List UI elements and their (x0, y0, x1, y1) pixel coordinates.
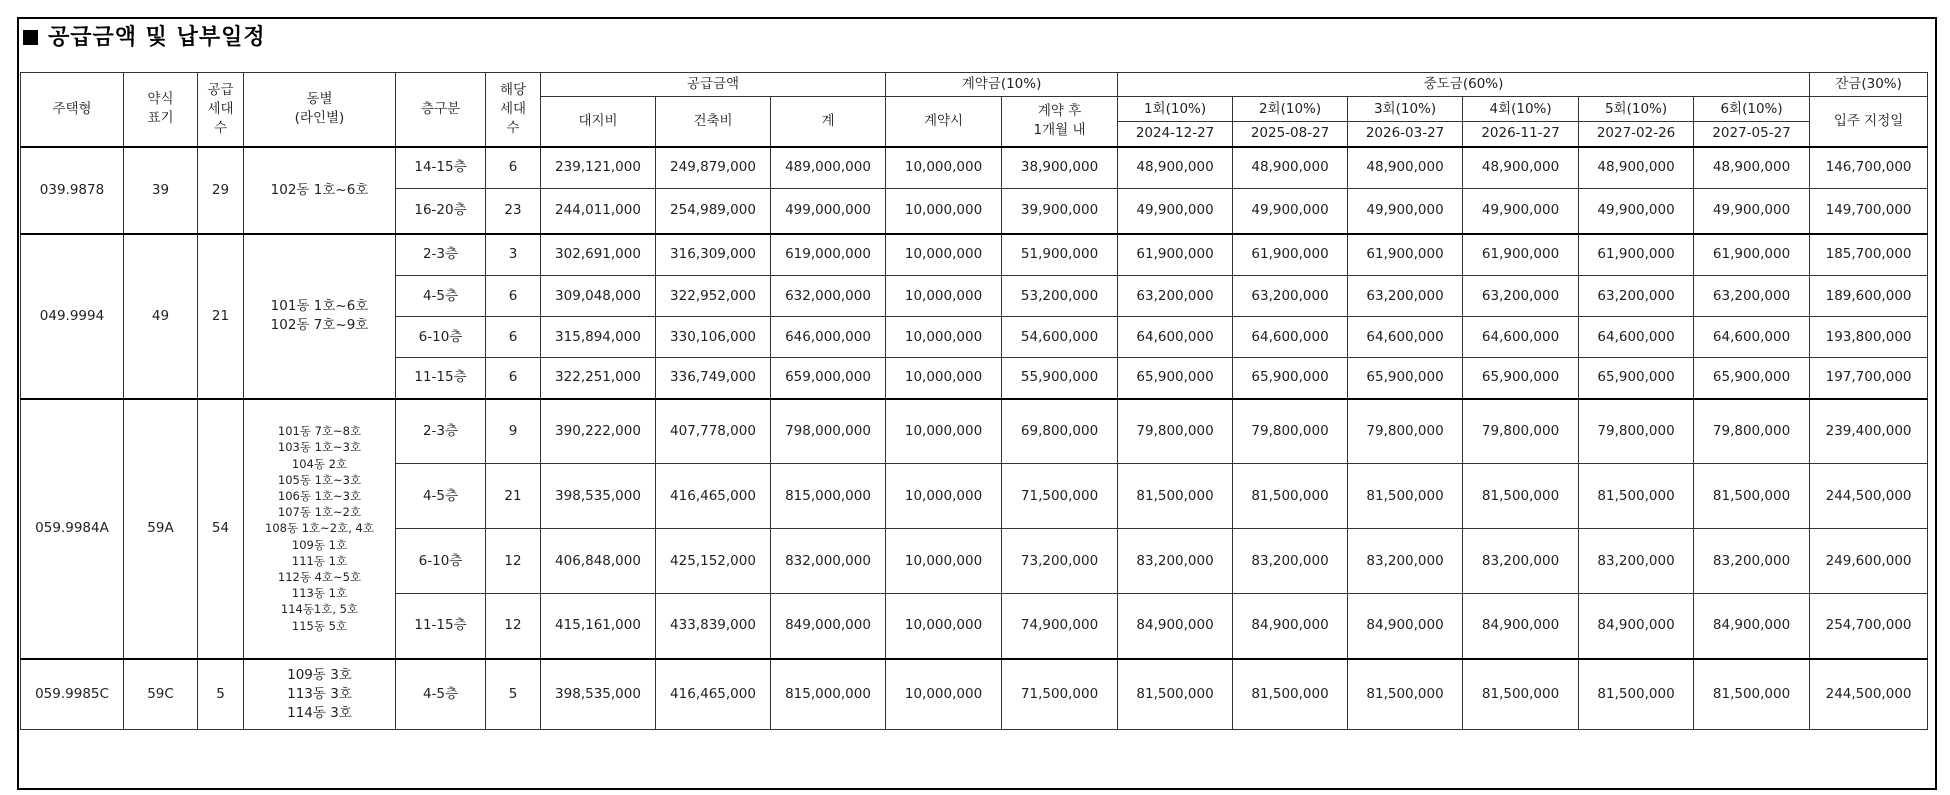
cell-land: 398,535,000 (541, 464, 656, 529)
cell-construction: 407,778,000 (656, 399, 771, 464)
cell-deposit-after: 55,900,000 (1002, 358, 1118, 399)
header-deposit-contract: 계약시 (886, 97, 1002, 147)
cell-supply-units: 5 (198, 659, 244, 730)
header-installment-label: 5회(10%) (1579, 97, 1694, 122)
cell-land: 315,894,000 (541, 317, 656, 358)
header-installment-label: 2회(10%) (1233, 97, 1348, 122)
cell-construction: 425,152,000 (656, 529, 771, 594)
header-interim: 중도금(60%) (1118, 73, 1810, 97)
cell-building-line: 103동 1호~3호 (277, 440, 362, 455)
header-abbr-line: 약식 (147, 91, 174, 108)
header-construction: 건축비 (656, 97, 771, 147)
cell-floor: 4-5층 (396, 464, 486, 529)
cell-balance: 185,700,000 (1810, 234, 1928, 276)
cell-floor: 11-15층 (396, 594, 486, 659)
cell-interim: 64,600,000 (1348, 317, 1463, 358)
cell-balance: 197,700,000 (1810, 358, 1928, 399)
cell-building-line: 101동 1호~6호 (270, 298, 369, 314)
cell-floor: 4-5층 (396, 276, 486, 317)
header-supply-units (198, 73, 244, 147)
header-building-line: 동별 (306, 91, 333, 108)
cell-deposit-contract: 10,000,000 (886, 234, 1002, 276)
cell-interim: 79,800,000 (1118, 399, 1233, 464)
cell-units: 6 (486, 358, 541, 399)
cell-construction: 249,879,000 (656, 147, 771, 189)
cell-land: 309,048,000 (541, 276, 656, 317)
cell-interim: 63,200,000 (1463, 276, 1579, 317)
cell-deposit-contract: 10,000,000 (886, 358, 1002, 399)
cell-interim: 63,200,000 (1233, 276, 1348, 317)
cell-balance: 189,600,000 (1810, 276, 1928, 317)
cell-deposit-after: 69,800,000 (1002, 399, 1118, 464)
cell-interim: 65,900,000 (1463, 358, 1579, 399)
cell-floor: 16-20층 (396, 189, 486, 234)
cell-construction: 254,989,000 (656, 189, 771, 234)
cell-construction: 433,839,000 (656, 594, 771, 659)
cell-floor: 14-15층 (396, 147, 486, 189)
cell-interim: 83,200,000 (1118, 529, 1233, 594)
cell-interim: 49,900,000 (1118, 189, 1233, 234)
cell-total: 659,000,000 (771, 358, 886, 399)
cell-deposit-contract: 10,000,000 (886, 147, 1002, 189)
cell-interim: 63,200,000 (1579, 276, 1694, 317)
cell-interim: 84,900,000 (1579, 594, 1694, 659)
cell-deposit-contract: 10,000,000 (886, 276, 1002, 317)
cell-building-line: 102동 7호~9호 (270, 317, 369, 333)
cell-construction: 336,749,000 (656, 358, 771, 399)
cell-floor: 11-15층 (396, 358, 486, 399)
cell-interim: 81,500,000 (1233, 464, 1348, 529)
cell-interim: 61,900,000 (1579, 234, 1694, 276)
cell-construction: 322,952,000 (656, 276, 771, 317)
table-row (21, 234, 1928, 276)
cell-floor: 4-5층 (396, 659, 486, 730)
cell-units: 6 (486, 317, 541, 358)
cell-deposit-after: 74,900,000 (1002, 594, 1118, 659)
header-supply-units-line: 수 (213, 119, 228, 136)
cell-land: 239,121,000 (541, 147, 656, 189)
cell-deposit-contract: 10,000,000 (886, 529, 1002, 594)
cell-interim: 63,200,000 (1694, 276, 1810, 317)
cell-building-line: 114동1호, 5호 (280, 602, 359, 617)
header-installment-label: 4회(10%) (1463, 97, 1579, 122)
cell-building-line: 108동 1호~2호, 4호 (265, 521, 374, 536)
cell-building-line: 109동 3호 (287, 666, 352, 683)
header-floor: 층구분 (396, 73, 486, 147)
cell-floor: 6-10층 (396, 529, 486, 594)
cell-building-line: 107동 1호~2호 (277, 505, 362, 520)
cell-interim: 64,600,000 (1694, 317, 1810, 358)
cell-interim: 61,900,000 (1694, 234, 1810, 276)
header-type: 주택형 (21, 73, 124, 147)
cell-interim: 81,500,000 (1118, 659, 1233, 730)
cell-total: 619,000,000 (771, 234, 886, 276)
cell-interim: 64,600,000 (1118, 317, 1233, 358)
cell-interim: 81,500,000 (1463, 464, 1579, 529)
section-title-text: 공급금액 및 납부일정 (48, 25, 266, 50)
cell-balance: 254,700,000 (1810, 594, 1928, 659)
cell-land: 322,251,000 (541, 358, 656, 399)
cell-balance: 244,500,000 (1810, 464, 1928, 529)
cell-type: 039.9878 (21, 147, 124, 234)
cell-total: 815,000,000 (771, 659, 886, 730)
table-row (21, 659, 1928, 730)
cell-total: 832,000,000 (771, 529, 886, 594)
cell-units: 21 (486, 464, 541, 529)
header-deposit: 계약금(10%) (886, 73, 1118, 97)
cell-interim: 81,500,000 (1694, 659, 1810, 730)
cell-balance: 149,700,000 (1810, 189, 1928, 234)
cell-land: 390,222,000 (541, 399, 656, 464)
cell-total: 499,000,000 (771, 189, 886, 234)
cell-land: 398,535,000 (541, 659, 656, 730)
cell-construction: 330,106,000 (656, 317, 771, 358)
document-frame (17, 17, 1937, 790)
cell-interim: 79,800,000 (1579, 399, 1694, 464)
cell-units: 9 (486, 399, 541, 464)
cell-building-line: 102동 1호~6호 (270, 181, 369, 198)
header-abbr-line: 표기 (147, 110, 174, 127)
cell-total: 646,000,000 (771, 317, 886, 358)
cell-balance: 193,800,000 (1810, 317, 1928, 358)
cell-balance: 239,400,000 (1810, 399, 1928, 464)
cell-building-line: 115동 5호 (291, 618, 348, 633)
cell-building (244, 399, 396, 659)
cell-interim: 61,900,000 (1348, 234, 1463, 276)
cell-interim: 64,600,000 (1233, 317, 1348, 358)
cell-building-line: 105동 1호~3호 (277, 472, 362, 487)
header-deposit-after (1002, 97, 1118, 147)
cell-supply-units: 29 (198, 147, 244, 234)
cell-type: 059.9984A (21, 399, 124, 659)
cell-interim: 63,200,000 (1118, 276, 1233, 317)
cell-interim: 65,900,000 (1118, 358, 1233, 399)
cell-interim: 65,900,000 (1579, 358, 1694, 399)
section-title (23, 21, 266, 55)
cell-floor: 2-3층 (396, 234, 486, 276)
cell-abbr: 49 (124, 234, 198, 399)
cell-interim: 81,500,000 (1118, 464, 1233, 529)
cell-deposit-after: 54,600,000 (1002, 317, 1118, 358)
header-installment-label: 3회(10%) (1348, 97, 1463, 122)
cell-interim: 81,500,000 (1463, 659, 1579, 730)
cell-interim: 49,900,000 (1348, 189, 1463, 234)
cell-interim: 84,900,000 (1348, 594, 1463, 659)
cell-deposit-after: 73,200,000 (1002, 529, 1118, 594)
cell-supply-units: 54 (198, 399, 244, 659)
cell-supply-units: 21 (198, 234, 244, 399)
header-installment-date: 2026-11-27 (1463, 122, 1579, 147)
cell-building-line: 111동 1호 (291, 553, 348, 568)
cell-deposit-contract: 10,000,000 (886, 594, 1002, 659)
cell-interim: 65,900,000 (1348, 358, 1463, 399)
square-bullet-icon (23, 30, 38, 45)
cell-interim: 84,900,000 (1694, 594, 1810, 659)
cell-interim: 83,200,000 (1463, 529, 1579, 594)
header-abbr (124, 73, 198, 147)
cell-deposit-after: 71,500,000 (1002, 464, 1118, 529)
cell-units: 3 (486, 234, 541, 276)
cell-interim: 48,900,000 (1579, 147, 1694, 189)
cell-interim: 83,200,000 (1348, 529, 1463, 594)
cell-total: 798,000,000 (771, 399, 886, 464)
header-units (486, 73, 541, 147)
cell-interim: 81,500,000 (1694, 464, 1810, 529)
cell-interim: 49,900,000 (1233, 189, 1348, 234)
cell-type: 059.9985C (21, 659, 124, 730)
cell-building-line: 114동 3호 (287, 704, 352, 721)
cell-abbr: 59C (124, 659, 198, 730)
cell-building (244, 659, 396, 730)
cell-floor: 2-3층 (396, 399, 486, 464)
header-units-line: 해당 (499, 81, 527, 98)
cell-interim: 81,500,000 (1579, 464, 1694, 529)
cell-deposit-contract: 10,000,000 (886, 659, 1002, 730)
header-land: 대지비 (541, 97, 656, 147)
cell-balance: 244,500,000 (1810, 659, 1928, 730)
cell-interim: 81,500,000 (1348, 464, 1463, 529)
cell-land: 302,691,000 (541, 234, 656, 276)
cell-total: 632,000,000 (771, 276, 886, 317)
header-installment-date: 2027-05-27 (1694, 122, 1810, 147)
header-units-line: 수 (506, 119, 520, 136)
cell-building-line: 101동 7호~8호 (277, 424, 362, 439)
cell-interim: 79,800,000 (1233, 399, 1348, 464)
cell-units: 12 (486, 594, 541, 659)
cell-deposit-after: 53,200,000 (1002, 276, 1118, 317)
header-installment-label: 1회(10%) (1118, 97, 1233, 122)
header-deposit-after-line: 1개월 내 (1033, 122, 1086, 139)
cell-deposit-after: 39,900,000 (1002, 189, 1118, 234)
cell-interim: 49,900,000 (1463, 189, 1579, 234)
cell-interim: 61,900,000 (1233, 234, 1348, 276)
cell-deposit-after: 71,500,000 (1002, 659, 1118, 730)
header-balance: 잔금(30%) (1810, 73, 1928, 97)
cell-interim: 65,900,000 (1694, 358, 1810, 399)
header-building-line: (라인별) (294, 110, 345, 127)
header-balance-date: 입주 지정일 (1810, 97, 1928, 147)
cell-deposit-after: 51,900,000 (1002, 234, 1118, 276)
cell-total: 489,000,000 (771, 147, 886, 189)
cell-total: 849,000,000 (771, 594, 886, 659)
cell-interim: 48,900,000 (1233, 147, 1348, 189)
cell-units: 5 (486, 659, 541, 730)
price-schedule-table (20, 72, 1928, 730)
cell-interim: 64,600,000 (1579, 317, 1694, 358)
cell-construction: 316,309,000 (656, 234, 771, 276)
cell-deposit-contract: 10,000,000 (886, 399, 1002, 464)
cell-abbr: 59A (124, 399, 198, 659)
cell-type: 049.9994 (21, 234, 124, 399)
cell-deposit-after: 38,900,000 (1002, 147, 1118, 189)
cell-building (244, 234, 396, 399)
cell-units: 6 (486, 276, 541, 317)
cell-units: 6 (486, 147, 541, 189)
cell-construction: 416,465,000 (656, 659, 771, 730)
cell-interim: 63,200,000 (1348, 276, 1463, 317)
cell-total: 815,000,000 (771, 464, 886, 529)
cell-floor: 6-10층 (396, 317, 486, 358)
header-total: 계 (771, 97, 886, 147)
cell-interim: 84,900,000 (1233, 594, 1348, 659)
cell-building-line: 109동 1호 (291, 537, 348, 552)
cell-units: 23 (486, 189, 541, 234)
cell-deposit-contract: 10,000,000 (886, 317, 1002, 358)
cell-construction: 416,465,000 (656, 464, 771, 529)
cell-interim: 48,900,000 (1694, 147, 1810, 189)
cell-interim: 83,200,000 (1579, 529, 1694, 594)
header-installment-date: 2024-12-27 (1118, 122, 1233, 147)
cell-interim: 79,800,000 (1463, 399, 1579, 464)
header-building (244, 73, 396, 147)
cell-balance: 146,700,000 (1810, 147, 1928, 189)
cell-interim: 61,900,000 (1118, 234, 1233, 276)
cell-interim: 64,600,000 (1463, 317, 1579, 358)
cell-building-line: 104동 2호 (291, 456, 348, 471)
cell-interim: 81,500,000 (1579, 659, 1694, 730)
header-supply-units-line: 공급 (207, 81, 234, 98)
cell-land: 415,161,000 (541, 594, 656, 659)
cell-units: 12 (486, 529, 541, 594)
cell-building-line: 113동 1호 (291, 586, 348, 601)
header-deposit-after-line: 계약 후 (1037, 103, 1082, 120)
cell-building-line: 113동 3호 (287, 685, 352, 702)
cell-interim: 65,900,000 (1233, 358, 1348, 399)
cell-interim: 81,500,000 (1348, 659, 1463, 730)
cell-deposit-contract: 10,000,000 (886, 464, 1002, 529)
header-installment-date: 2027-02-26 (1579, 122, 1694, 147)
table-row (21, 147, 1928, 189)
header-supply-amount: 공급금액 (541, 73, 886, 97)
cell-interim: 84,900,000 (1118, 594, 1233, 659)
cell-building (244, 147, 396, 234)
cell-interim: 79,800,000 (1694, 399, 1810, 464)
cell-interim: 48,900,000 (1118, 147, 1233, 189)
cell-abbr: 39 (124, 147, 198, 234)
cell-land: 244,011,000 (541, 189, 656, 234)
header-installment-date: 2026-03-27 (1348, 122, 1463, 147)
cell-building-line: 112동 4호~5호 (277, 570, 362, 584)
cell-interim: 81,500,000 (1233, 659, 1348, 730)
cell-interim: 79,800,000 (1348, 399, 1463, 464)
cell-balance: 249,600,000 (1810, 529, 1928, 594)
table-row (21, 399, 1928, 464)
cell-interim: 49,900,000 (1694, 189, 1810, 234)
cell-building-line: 106동 1호~3호 (277, 488, 362, 503)
header-supply-units-line: 세대 (207, 100, 234, 117)
cell-interim: 83,200,000 (1694, 529, 1810, 594)
cell-deposit-contract: 10,000,000 (886, 189, 1002, 234)
header-units-line: 세대 (499, 100, 527, 117)
cell-interim: 61,900,000 (1463, 234, 1579, 276)
cell-interim: 48,900,000 (1348, 147, 1463, 189)
cell-land: 406,848,000 (541, 529, 656, 594)
cell-interim: 83,200,000 (1233, 529, 1348, 594)
header-installment-date: 2025-08-27 (1233, 122, 1348, 147)
header-installment-label: 6회(10%) (1694, 97, 1810, 122)
cell-interim: 49,900,000 (1579, 189, 1694, 234)
cell-interim: 84,900,000 (1463, 594, 1579, 659)
cell-interim: 48,900,000 (1463, 147, 1579, 189)
